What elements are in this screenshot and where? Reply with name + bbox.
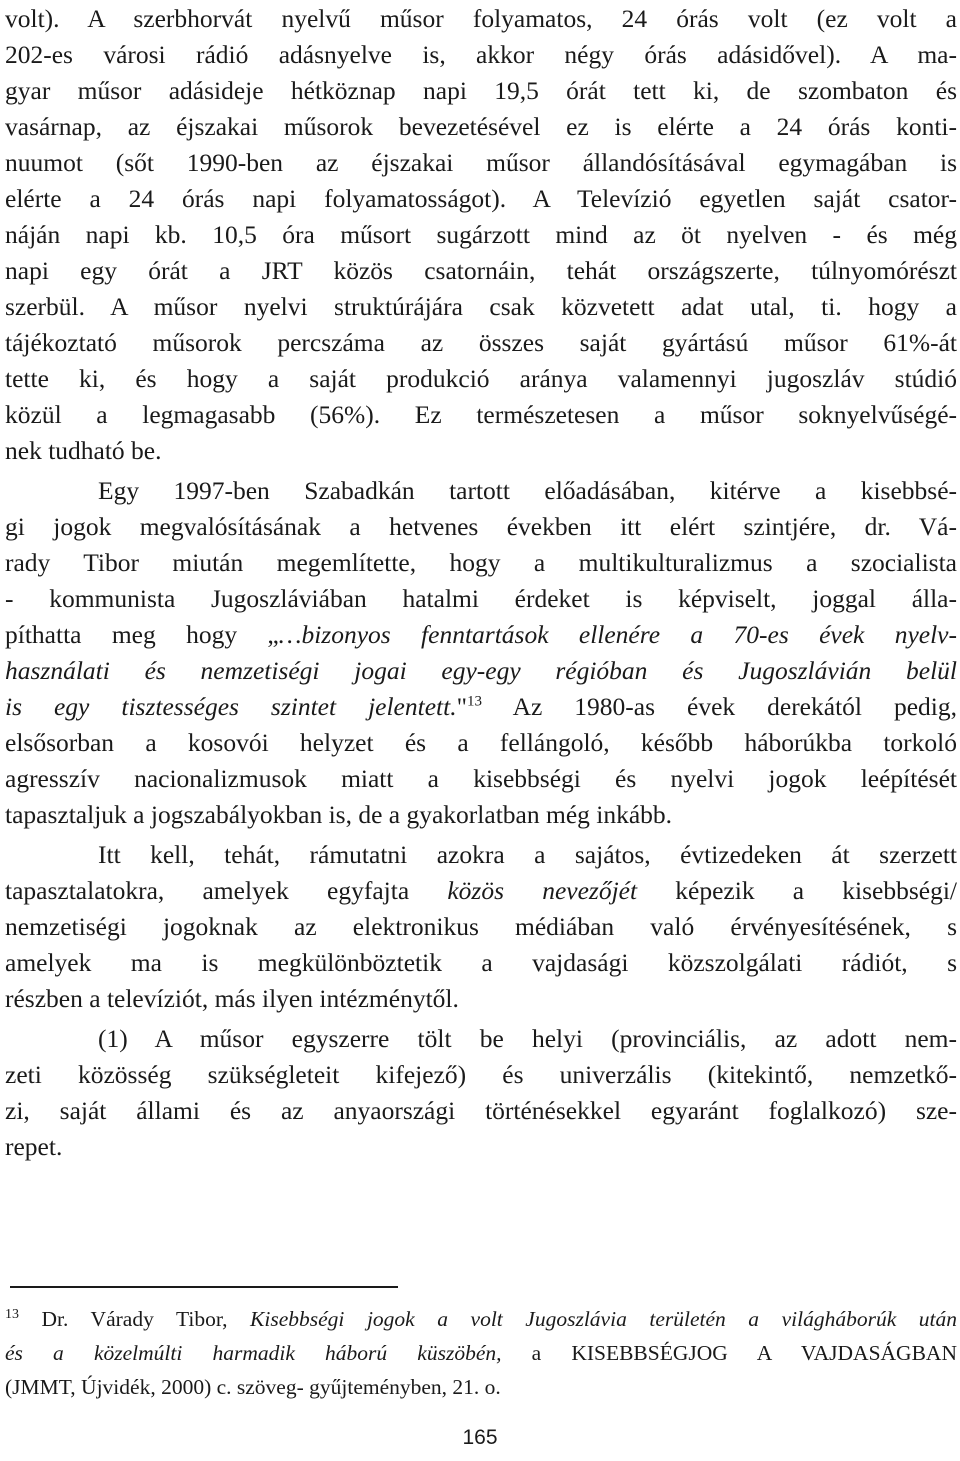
text-line: elérte a 24 órás napi folyamatosságot). A Televízió egyetlen saját csator- [5,184,957,213]
quote-trailing-text: Az 1980-as évek derekától pedig, [482,692,957,721]
quote-close-mark: " [456,692,467,721]
text-line: nek tudható be. [5,436,162,465]
footnote-line [5,1336,957,1370]
text-run: képezik a kisebbségi/ [637,876,958,905]
footnote-line [5,1302,957,1336]
quote-line [5,616,957,653]
text-run: tapasztalatokra, amelyek egyfajta [5,876,448,905]
text-line: náján napi kb. 10,5 óra műsort sugárzott mind az öt nyelven - és még [5,220,957,249]
page-number: 165 [462,1426,498,1449]
footnote-title: Kisebbségi jogok a volt Jugoszlávia területén a világháborúk után [250,1307,957,1331]
footnote-reference[interactable]: 13 [467,693,482,710]
text-line: rady Tibor miután megemlítette, hogy a multikulturalizmus a szocialista [5,548,957,577]
text-line: szerbül. A műsor nyelvi struktúrájára csak közvetett adat utal, ti. hogy a [5,292,957,321]
text-line: nuumot (sőt 1990-ben az éjszakai műsor állandósításával egymagában is [5,148,957,177]
footnote-line: (JMMT, Újvidék, 2000) c. szöveg- gyűjteményben, 21. o. [5,1375,501,1399]
footnote-title: és a közelmúlti harmadik háború küszöbén, [5,1341,502,1365]
text-line: zeti közösség szükségleteit kifejező) és univerzális (kitekintő, nemzetkő- [5,1060,957,1089]
quote-lead-text: píthatta meg hogy „ [5,620,279,649]
text-line: volt). A szerbhorvát nyelvű műsor folyamatos, 24 órás volt (ez volt a [5,4,957,33]
text-line: repet. [5,1132,63,1161]
text-line: zi, saját állami és az anyaországi történésekkel egyaránt foglalkozó) sze- [5,1096,957,1125]
quote-italic-text: is egy tisztességes szintet jelentett. [5,692,457,721]
text-line [5,872,957,909]
text-line: tájékoztató műsorok percszáma az összes saját gyártású műsor 61%-át [5,328,957,357]
text-line: vasárnap, az éjszakai műsorok bevezetésével ez is elérte a 24 órás konti- [5,112,957,141]
quote-line [5,652,957,689]
paragraph-first-line: Egy 1997-ben Szabadkán tartott előadásában, kitérve a kisebbsé- [98,476,957,505]
footnote-source: a KISEBBSÉGJOG A VAJDASÁGBAN [501,1341,957,1365]
text-line: amelyek ma is megkülönböztetik a vajdasági közszolgálati rádiót, s [5,948,957,977]
text-line: 202-es városi rádió adásnyelve is, akkor négy órás adásidővel). A ma- [5,40,957,69]
text-line: tette ki, és hogy a saját produkció aránya valamennyi jugoszláv stúdió [5,364,957,393]
text-line: közül a legmagasabb (56%). Ez természetesen a műsor soknyelvűségé- [5,400,957,429]
text-line: tapasztaljuk a jogszabályokban is, de a gyakorlatban még inkább. [5,800,673,829]
quote-line [5,688,957,725]
quote-italic-text: használati és nemzetiségi jogai egy-egy régióban és Jugoszlávián belül [5,656,957,685]
footnote-separator [10,1286,398,1288]
text-line: - kommunista Jugoszláviában hatalmi érdeket is képviselt, joggal álla- [5,584,957,613]
numbered-item-line: (1) A műsor egyszerre tölt be helyi (provinciális, az adott nem- [98,1024,957,1053]
text-line: gi jogok megvalósításának a hetvenes években itt elért szintjére, dr. Vá- [5,512,957,541]
text-line: agresszív nacionalizmusok miatt a kisebbségi és nyelvi jogok leépítését [5,764,957,793]
italic-emphasis: közös nevezőjét [447,876,638,905]
text-line: elsősorban a kosovói helyzet és a fellángoló, később háborúkba torkoló [5,728,957,757]
footnote-author: Dr. Várady Tibor, [19,1307,251,1331]
text-line: nemzetiségi jogoknak az elektronikus médiában való érvényesítésének, s [5,912,957,941]
quote-italic-text: …bizonyos fenntartások ellenére a 70-es évek nyelv- [278,620,957,649]
text-line: napi egy órát a JRT közös csatornáin, tehát országszerte, túlnyomórészt [5,256,957,285]
text-line: gyar műsor adásideje hétköznap napi 19,5 órát tett ki, de szombaton és [5,76,957,105]
footnote-number: 13 [5,1306,19,1322]
text-line: részben a televíziót, más ilyen intézménytől. [5,984,459,1013]
paragraph-first-line: Itt kell, tehát, rámutatni azokra a sajátos, évtizedeken át szerzett [98,840,957,869]
